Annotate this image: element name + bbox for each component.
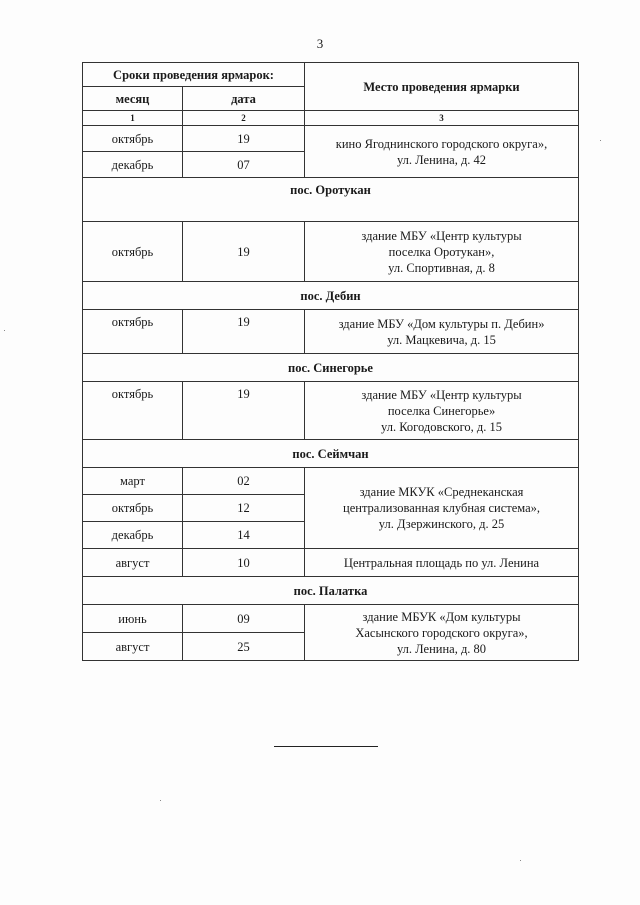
section-row xyxy=(83,178,579,222)
table-row xyxy=(83,549,579,577)
date-cell: 09 xyxy=(183,605,305,633)
index-row xyxy=(83,111,579,126)
date-cell: 19 xyxy=(183,382,305,440)
section-row xyxy=(83,354,579,382)
month-cell: август xyxy=(83,549,183,577)
index-3: 3 xyxy=(305,111,579,126)
place-cell: кино Ягоднинского городского округа», ул. Ленина, д. 42 xyxy=(305,126,579,178)
date-cell: 25 xyxy=(183,633,305,661)
header-month: месяц xyxy=(83,87,183,111)
place-cell: Центральная площадь по ул. Ленина xyxy=(305,549,579,577)
page-number: 3 xyxy=(316,36,324,51)
table-row xyxy=(83,382,579,440)
scan-speck xyxy=(520,860,521,861)
month-cell: декабрь xyxy=(83,152,183,178)
section-title-debin: пос. Дебин xyxy=(83,282,579,310)
place-cell: здание МКУК «Среднеканская централизованная клубная система», ул. Дзержинского, д. 25 xyxy=(305,468,579,549)
closing-rule-line xyxy=(274,746,378,747)
month-cell: октябрь xyxy=(83,495,183,522)
date-cell: 19 xyxy=(183,222,305,282)
place-cell: здание МБУ «Центр культуры поселка Оротукан», ул. Спортивная, д. 8 xyxy=(305,222,579,282)
section-row xyxy=(83,440,579,468)
table-row xyxy=(83,222,579,282)
table-row xyxy=(83,126,579,152)
header-date: дата xyxy=(183,87,305,111)
scan-speck xyxy=(4,330,5,331)
month-cell: декабрь xyxy=(83,522,183,549)
month-cell: август xyxy=(83,633,183,661)
section-title-palatka: пос. Палатка xyxy=(83,577,579,605)
date-cell: 02 xyxy=(183,468,305,495)
header-place: Место проведения ярмарки xyxy=(305,63,579,111)
table-row xyxy=(83,605,579,633)
table-row xyxy=(83,310,579,354)
month-cell: октябрь xyxy=(83,382,183,440)
date-cell: 12 xyxy=(183,495,305,522)
fairs-schedule-table xyxy=(82,62,579,661)
date-cell: 07 xyxy=(183,152,305,178)
month-cell: октябрь xyxy=(83,222,183,282)
section-title-sinegorye: пос. Синегорье xyxy=(83,354,579,382)
month-cell: июнь xyxy=(83,605,183,633)
scan-speck xyxy=(600,140,601,141)
table-header-row xyxy=(83,63,579,87)
month-cell: октябрь xyxy=(83,310,183,354)
section-title-seymchan: пос. Сеймчан xyxy=(83,440,579,468)
section-title-orotukan: пос. Оротукан xyxy=(83,178,579,222)
date-cell: 14 xyxy=(183,522,305,549)
date-cell: 10 xyxy=(183,549,305,577)
month-cell: октябрь xyxy=(83,126,183,152)
scan-speck xyxy=(160,800,161,801)
date-cell: 19 xyxy=(183,310,305,354)
header-schedule-group: Сроки проведения ярмарок: xyxy=(83,63,305,87)
section-row xyxy=(83,577,579,605)
place-cell: здание МБУ «Дом культуры п. Дебин» ул. Мацкевича, д. 15 xyxy=(305,310,579,354)
place-cell: здание МБУК «Дом культуры Хасынского городского округа», ул. Ленина, д. 80 xyxy=(305,605,579,661)
index-2: 2 xyxy=(183,111,305,126)
date-cell: 19 xyxy=(183,126,305,152)
month-cell: март xyxy=(83,468,183,495)
place-cell: здание МБУ «Центр культуры поселка Синегорье» ул. Когодовского, д. 15 xyxy=(305,382,579,440)
section-row xyxy=(83,282,579,310)
table-row xyxy=(83,468,579,495)
index-1: 1 xyxy=(83,111,183,126)
